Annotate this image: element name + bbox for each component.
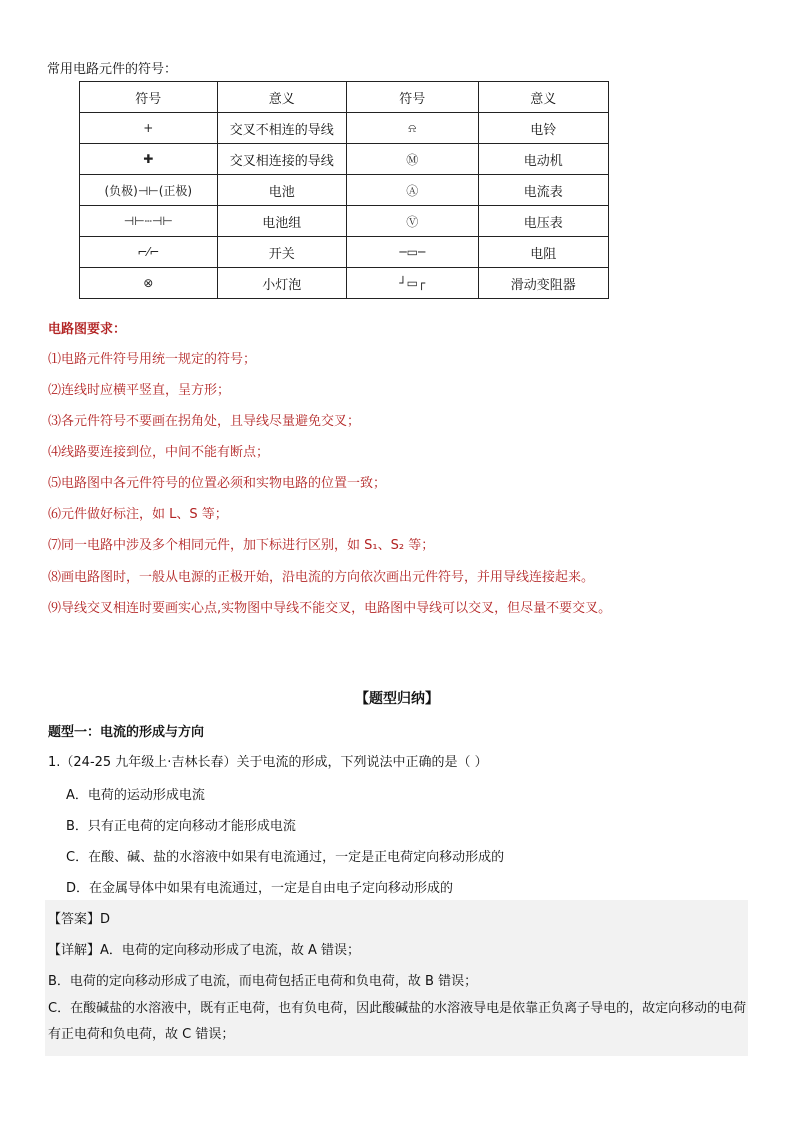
meaning-cell: 电池组: [217, 206, 346, 237]
meaning-cell: 小灯泡: [217, 268, 346, 299]
symbol-cell: ⍾: [347, 113, 479, 144]
requirements-title: 电路图要求：: [48, 322, 127, 337]
detail-line: 【详解】A．电荷的定向移动形成了电流，故 A 错误；: [48, 943, 361, 958]
option-d: D．在金属导体中如果有电流通过，一定是自由电子定向移动形成的: [66, 881, 454, 896]
symbol-cell: (负极)⊣⊢(正极): [80, 175, 218, 206]
meaning-cell: 滑动变阻器: [478, 268, 608, 299]
symbol-cell: Ⓐ: [347, 175, 479, 206]
requirement-item: ⑼导线交叉相连时要画实心点,实物图中导线不能交叉，电路图中导线可以交叉，但尽量不要交叉。: [48, 601, 612, 616]
symbol-cell: ─▭─: [347, 237, 479, 268]
meaning-cell: 电动机: [478, 144, 608, 175]
table-header-row: [80, 82, 609, 113]
header-cell: 意义: [217, 82, 346, 113]
requirement-item: ⑻画电路图时，一般从电源的正极开始，沿电流的方向依次画出元件符号，并用导线连接起来。: [48, 570, 595, 585]
symbol-cell: ⊣⊢┄⊣⊢: [80, 206, 218, 237]
symbol-cell: Ⓥ: [347, 206, 479, 237]
symbol-cell: ✚: [80, 144, 218, 175]
meaning-cell: 电阻: [478, 237, 608, 268]
question-stem: 1.（24-25 九年级上·吉林长春）关于电流的形成，下列说法中正确的是（ ）: [48, 755, 488, 770]
symbol-cell: Ⓜ: [347, 144, 479, 175]
section-title: 【题型归纳】: [355, 691, 439, 707]
detail-line-b: B．电荷的定向移动形成了电流，而电荷包括正电荷和负电荷，故 B 错误；: [48, 974, 478, 989]
meaning-cell: 交叉相连接的导线: [217, 144, 346, 175]
requirement-item: ⑸电路图中各元件符号的位置必须和实物电路的位置一致；: [48, 476, 387, 491]
table-row: [80, 113, 609, 144]
intro-text: 常用电路元件的符号：: [47, 62, 178, 77]
meaning-cell: 电流表: [478, 175, 608, 206]
option-b: B．只有正电荷的定向移动才能形成电流: [66, 819, 296, 834]
requirement-item: ⑴电路元件符号用统一规定的符号；: [48, 352, 257, 367]
symbol-cell: +: [80, 113, 218, 144]
table-row: [80, 206, 609, 237]
table-row: [80, 237, 609, 268]
meaning-cell: 电铃: [478, 113, 608, 144]
symbol-cell: ┘▭┌: [347, 268, 479, 299]
meaning-cell: 电池: [217, 175, 346, 206]
header-cell: 符号: [347, 82, 479, 113]
table-row: [80, 268, 609, 299]
header-cell: 符号: [80, 82, 218, 113]
question-type-title: 题型一：电流的形成与方向: [48, 725, 205, 740]
requirement-item: ⑺同一电路中涉及多个相同元件，加下标进行区别，如 S₁、S₂ 等；: [48, 538, 435, 553]
symbol-cell: ⌐⁄⌐: [80, 237, 218, 268]
requirement-item: ⑷线路要连接到位，中间不能有断点；: [48, 445, 270, 460]
meaning-cell: 开关: [217, 237, 346, 268]
detail-line-c: C．在酸碱盐的水溶液中，既有正电荷，也有负电荷，因此酸碱盐的水溶液导电是依靠正负离子导电的，故定向移动的电荷有正电荷和负电荷，故 C 错误；: [48, 1001, 747, 1042]
requirement-item: ⑶各元件符号不要画在拐角处，且导线尽量避免交叉；: [48, 414, 361, 429]
symbol-table: [79, 81, 609, 299]
header-cell: 意义: [478, 82, 608, 113]
answer-line: 【答案】D: [48, 912, 111, 927]
requirement-item: ⑵连线时应横平竖直，呈方形；: [48, 383, 231, 398]
option-a: A．电荷的运动形成电流: [66, 788, 205, 803]
requirement-item: ⑹元件做好标注，如 L、S 等；: [48, 507, 228, 522]
option-c: C．在酸、碱、盐的水溶液中如果有电流通过，一定是正电荷定向移动形成的: [66, 850, 505, 865]
table-row: [80, 175, 609, 206]
meaning-cell: 交叉不相连的导线: [217, 113, 346, 144]
symbol-cell: ⊗: [80, 268, 218, 299]
table-row: [80, 144, 609, 175]
meaning-cell: 电压表: [478, 206, 608, 237]
